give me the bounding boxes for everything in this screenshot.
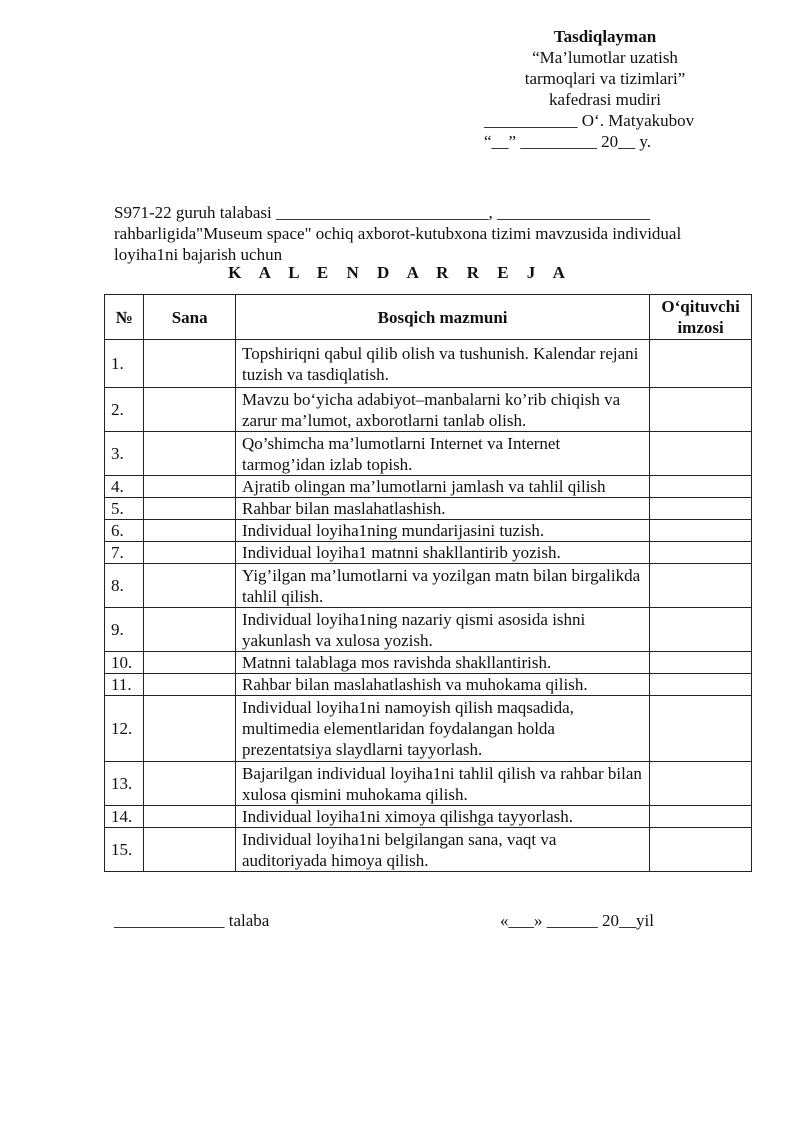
table-header-row [105,295,752,340]
table-row [105,608,752,652]
row-signature-cell [650,806,752,828]
row-date-cell [144,388,236,432]
row-signature-cell [650,696,752,762]
row-signature-cell [650,340,752,388]
row-content: Individual loyiha1ni namoyish qilish maqsadida, multimedia elementlaridan foydalangan holda prezentatsiya slaydlarni tayyorlash. [236,696,650,762]
row-number: 4. [105,476,144,498]
approval-heading: Tasdiqlayman [553,27,657,46]
row-content: Individual loyiha1 matnni shakllantirib yozish. [236,542,650,564]
approval-date: “__” _________ 20__ y. [484,132,651,151]
row-date-cell [144,476,236,498]
table-row [105,520,752,542]
approval-block [470,26,740,152]
row-date-cell [144,520,236,542]
row-content: Ajratib olingan ma’lumotlarni jamlash va tahlil qilish [236,476,650,498]
row-number: 15. [105,828,144,872]
row-content: Yig’ilgan ma’lumotlarni va yozilgan matn bilan birgalikda tahlil qilish. [236,564,650,608]
row-content: Bajarilgan individual loyiha1ni tahlil qilish va rahbar bilan xulosa qismini muhokama qilish. [236,762,650,806]
row-content: Topshiriqni qabul qilib olish va tushunish. Kalendar rejani tuzish va tasdiqlatish. [236,340,650,388]
intro-line-1: S971-22 guruh talabasi _________________________, __________________ [114,203,650,222]
row-content: Individual loyiha1ning nazariy qismi asosida ishni yakunlash va xulosa yozish. [236,608,650,652]
table-row [105,828,752,872]
row-number: 2. [105,388,144,432]
table-row [105,806,752,828]
row-number: 1. [105,340,144,388]
row-date-cell [144,762,236,806]
header-teacher-signature: O‘qituvchi imzosi [650,295,752,340]
table-row [105,340,752,388]
intro-line-3: loyiha1ni bajarish uchun [114,245,283,264]
row-signature-cell [650,542,752,564]
footer-date: «___» ______ 20__yil [500,911,654,930]
row-date-cell [144,498,236,520]
row-content: Rahbar bilan maslahatlashish va muhokama qilish. [236,674,650,696]
table-row [105,696,752,762]
table-row [105,476,752,498]
row-number: 9. [105,608,144,652]
row-number: 11. [105,674,144,696]
row-signature-cell [650,388,752,432]
table-row [105,652,752,674]
row-signature-cell [650,498,752,520]
row-number: 13. [105,762,144,806]
row-signature-cell [650,432,752,476]
row-date-cell [144,806,236,828]
row-number: 12. [105,696,144,762]
row-date-cell [144,608,236,652]
row-date-cell [144,652,236,674]
row-content: Individual loyiha1ni belgilangan sana, vaqt va auditoriyada himoya qilish. [236,828,650,872]
calendar-plan-table [104,294,752,872]
table-row [105,498,752,520]
table-row [105,388,752,432]
row-date-cell [144,828,236,872]
approval-line-1: “Ma’lumotlar uzatish [532,48,678,67]
table-row [105,674,752,696]
intro-line-2: rahbarligida"Museum space" ochiq axborot-kutubxona tizimi mavzusida individual [114,224,682,243]
row-date-cell [144,564,236,608]
row-signature-cell [650,652,752,674]
header-content: Bosqich mazmuni [236,295,650,340]
row-date-cell [144,542,236,564]
row-signature-cell [650,476,752,498]
row-signature-cell [650,674,752,696]
header-date: Sana [144,295,236,340]
table-row [105,762,752,806]
row-number: 8. [105,564,144,608]
table-body [105,340,752,872]
row-content: Individual loyiha1ning mundarijasini tuzish. [236,520,650,542]
row-content: Rahbar bilan maslahatlashish. [236,498,650,520]
approval-signature: ___________ O‘. Matyakubov [484,111,695,130]
row-date-cell [144,340,236,388]
row-number: 5. [105,498,144,520]
document-title: K A L E N D A R R E J A [228,263,572,282]
row-signature-cell [650,608,752,652]
approval-line-2: tarmoqlari va tizimlari” [524,69,686,88]
row-content: Individual loyiha1ni ximoya qilishga tayyorlash. [236,806,650,828]
row-signature-cell [650,828,752,872]
row-signature-cell [650,564,752,608]
row-content: Matnni talablaga mos ravishda shakllantirish. [236,652,650,674]
table-row [105,564,752,608]
row-content: Qo’shimcha ma’lumotlarni Internet va Internet tarmog’idan izlab topish. [236,432,650,476]
row-number: 3. [105,432,144,476]
footer [114,910,714,931]
row-signature-cell [650,762,752,806]
intro-text [114,202,764,265]
footer-student: _____________ talaba [114,911,270,930]
row-signature-cell [650,520,752,542]
row-number: 14. [105,806,144,828]
row-date-cell [144,432,236,476]
table-row [105,432,752,476]
row-number: 10. [105,652,144,674]
header-number: № [105,295,144,340]
row-number: 7. [105,542,144,564]
approval-line-3: kafedrasi mudiri [549,90,661,109]
row-date-cell [144,674,236,696]
row-number: 6. [105,520,144,542]
row-date-cell [144,696,236,762]
row-content: Mavzu bo‘yicha adabiyot–manbalarni ko’rib chiqish va zarur ma’lumot, axborotlarni tanlab olish. [236,388,650,432]
table-row [105,542,752,564]
